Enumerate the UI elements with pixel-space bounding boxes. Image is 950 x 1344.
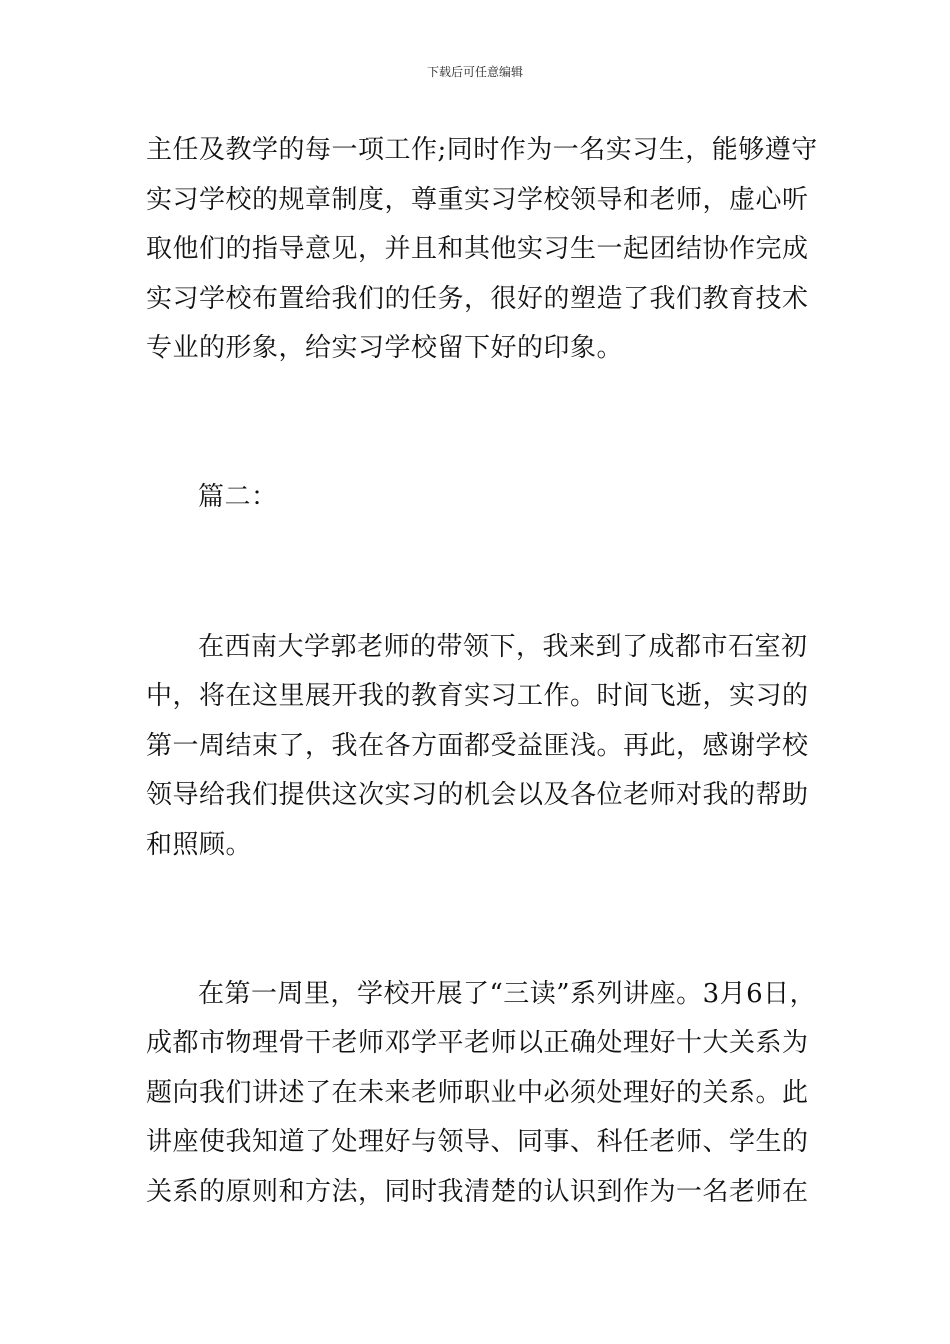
- text-line: 题向我们讲述了在未来老师职业中必须处理好的关系。此: [146, 1078, 809, 1108]
- text-line: 主任及教学的每一项工作;同时作为一名实习生，能够遵守: [146, 135, 818, 165]
- text-line: 关系的原则和方法，同时我清楚的认识到作为一名老师在: [146, 1177, 809, 1207]
- text-line: 领导给我们提供这次实习的机会以及各位老师对我的帮助: [146, 780, 809, 810]
- text-line: 讲座使我知道了处理好与领导、同事、科任老师、学生的: [146, 1127, 809, 1157]
- text-line: 取他们的指导意见，并且和其他实习生一起团结协作完成: [146, 234, 809, 264]
- text-line: 在西南大学郭老师的带领下，我来到了成都市石室初: [198, 632, 808, 662]
- text-line: 专业的形象，给实习学校留下好的印象。: [146, 333, 624, 363]
- section-heading: 篇二：: [198, 482, 278, 512]
- text-line: 实习学校布置给我们的任务，很好的塑造了我们教育技术: [146, 284, 809, 314]
- text-line: 成都市物理骨干老师邓学平老师以正确处理好十大关系为: [146, 1028, 809, 1058]
- page-header: 下载后可任意编辑: [426, 65, 523, 79]
- text-line: 第一周结束了，我在各方面都受益匪浅。再此，感谢学校: [146, 731, 809, 761]
- text-line: 中，将在这里展开我的教育实习工作。时间飞逝，实习的: [146, 681, 809, 711]
- text-line: 实习学校的规章制度，尊重实习学校领导和老师，虚心听: [146, 185, 809, 215]
- text-line: 在第一周里，学校开展了“三读”系列讲座。3月6日，: [198, 979, 817, 1009]
- text-line: 和照顾。: [146, 830, 253, 860]
